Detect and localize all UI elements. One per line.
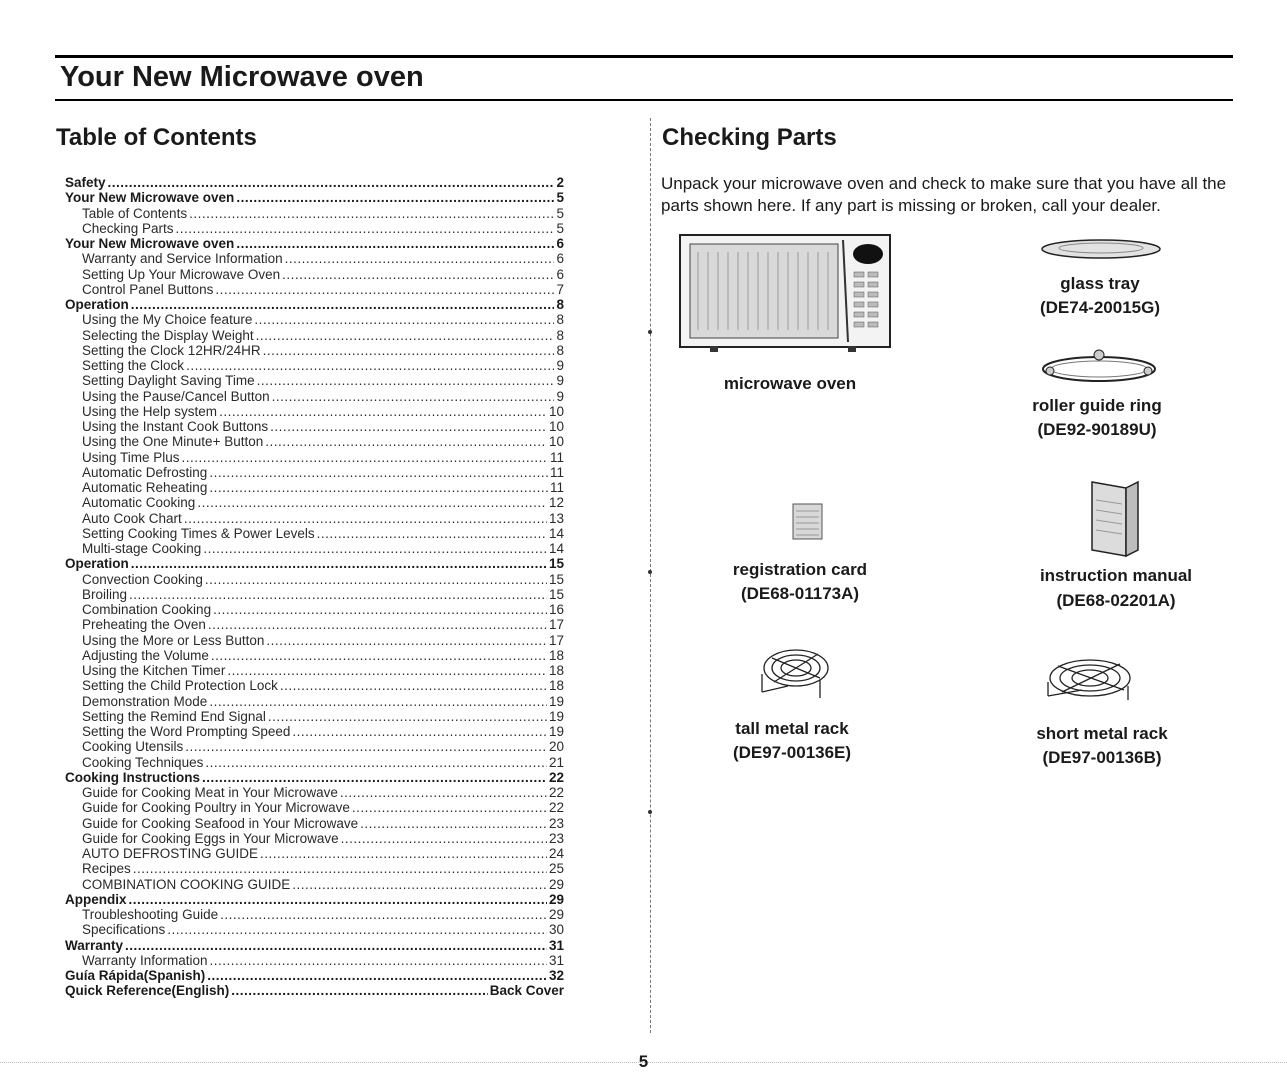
toc-entry [65, 922, 564, 937]
toc-entry [65, 358, 564, 373]
toc-dot-leader [256, 328, 555, 343]
toc-entry [65, 846, 564, 861]
toc-entry-page: 23 [548, 815, 564, 831]
toc-entry-page: 29 [548, 907, 564, 922]
toc-dot-leader [280, 678, 547, 693]
toc-entry-page: 17 [548, 632, 564, 648]
toc-dot-leader [182, 450, 548, 465]
toc-entry [65, 404, 564, 419]
toc-entry [65, 938, 564, 953]
toc-entry-title: Setting the Remind End Signal [82, 708, 266, 724]
toc-entry-title: COMBINATION COOKING GUIDE [82, 876, 291, 892]
toc-entry-title: Setting the Clock [82, 358, 185, 373]
toc-entry [65, 312, 564, 327]
glass-tray-illustration [1040, 238, 1162, 260]
toc-entry-page: 24 [548, 846, 564, 861]
toc-entry [65, 389, 564, 404]
toc-entry-page: 18 [548, 678, 564, 694]
toc-entry-page: 31 [548, 952, 564, 968]
toc-entry-page: 12 [548, 495, 564, 511]
toc-dot-leader [131, 556, 547, 571]
toc-entry-page: 15 [548, 556, 564, 572]
toc-entry-title: Automatic Cooking [82, 495, 196, 511]
toc-dot-leader [209, 480, 548, 495]
toc-entry-title: Using the Help system [82, 403, 218, 419]
checking-parts-intro: Unpack your microwave oven and check to make sure that you have all the parts shown here. If any part is missing or broken, call your dealer. [661, 174, 1227, 215]
toc-entry-page: 2 [556, 175, 564, 190]
toc-dot-leader [208, 617, 547, 632]
toc-entry [65, 633, 564, 648]
toc-entry-page: 30 [548, 922, 564, 938]
toc-entry-page: 18 [548, 663, 564, 678]
toc-entry-title: Guide for Cooking Eggs in Your Microwave [82, 830, 339, 846]
toc-entry-page: 15 [548, 586, 564, 602]
toc-entry [65, 587, 564, 602]
toc-entry [65, 983, 564, 998]
toc-dot-leader [197, 495, 547, 510]
toc-entry-page: 5 [556, 205, 564, 221]
toc-dot-leader [205, 572, 547, 587]
toc-dot-leader [220, 907, 547, 922]
toc-dot-leader [254, 312, 554, 327]
toc-entry-title: Broiling [82, 586, 128, 602]
toc-entry-page: 29 [548, 891, 564, 907]
toc-entry [65, 770, 564, 785]
toc-entry-page: 8 [556, 297, 564, 312]
toc-entry-title: Auto Cook Chart [82, 510, 182, 526]
part-code-glass-tray: (DE74-20015G) [1039, 298, 1160, 317]
toc-entry [65, 602, 564, 617]
toc-entry-page: 19 [548, 708, 564, 724]
toc-entry-page: 8 [556, 312, 564, 328]
toc-entry [65, 861, 564, 876]
toc-dot-leader [213, 602, 547, 617]
microwave-oven-illustration [678, 232, 893, 357]
header-top-rule [55, 55, 1233, 58]
toc-dot-leader [266, 633, 547, 648]
toc-dot-leader [209, 465, 548, 480]
toc-entry-title: Appendix [65, 891, 127, 907]
toc-dot-leader [131, 297, 555, 312]
toc-dot-leader [231, 983, 487, 998]
toc-entry-title: Convection Cooking [82, 571, 203, 587]
toc-entry-page: 18 [548, 647, 564, 663]
column-divider [650, 118, 651, 1033]
toc-entry [65, 709, 564, 724]
toc-entry-page: 10 [548, 419, 564, 434]
toc-entry [65, 251, 564, 266]
toc-entry-page: 11 [549, 449, 564, 465]
toc-entry-page: 14 [548, 525, 564, 541]
toc-dot-leader [260, 846, 547, 861]
toc-dot-leader [167, 922, 547, 937]
toc-dot-leader [340, 785, 547, 800]
toc-entry [65, 465, 564, 480]
toc-entry-title: Automatic Reheating [82, 480, 208, 495]
toc-dot-leader [317, 526, 547, 541]
toc-entry-title: Selecting the Display Weight [82, 327, 254, 343]
part-code-roller-guide-ring: (DE92-90189U) [1037, 420, 1157, 439]
toc-entry-page: 6 [556, 236, 564, 251]
roller-guide-ring-illustration [1038, 345, 1160, 387]
toc-entry-title: Guía Rápida(Spanish) [65, 968, 206, 983]
toc-dot-leader [133, 861, 547, 876]
toc-entry-page: 10 [548, 434, 564, 450]
part-label-microwave-oven: microwave oven [723, 374, 857, 393]
toc-entry-title: AUTO DEFROSTING GUIDE [82, 846, 259, 861]
divider-dot [648, 810, 652, 814]
page-header-title: Your New Microwave oven [60, 61, 424, 93]
toc-entry [65, 724, 564, 739]
toc-dot-leader [227, 663, 547, 678]
toc-entry-title: Multi-stage Cooking [82, 541, 202, 556]
toc-entry-title: Cooking Instructions [65, 769, 200, 785]
toc-entry [65, 236, 564, 251]
toc-entry-page: 5 [556, 190, 564, 206]
toc-entry [65, 541, 564, 556]
part-label-registration-card: registration card [732, 560, 868, 579]
toc-entry-page: 5 [556, 220, 564, 236]
part-label-tall-metal-rack: tall metal rack [735, 719, 849, 738]
tall-metal-rack-illustration [758, 648, 830, 700]
toc-entry-page: 19 [548, 724, 564, 739]
toc-entry [65, 648, 564, 663]
toc-entry [65, 526, 564, 541]
toc-entry-page: 14 [548, 541, 564, 556]
toc-list [65, 175, 564, 999]
toc-entry-page: 8 [556, 342, 564, 358]
part-label-instruction-manual: instruction manual [1039, 566, 1193, 585]
part-label-glass-tray: glass tray [1060, 274, 1140, 293]
part-code-tall-metal-rack: (DE97-00136E) [732, 743, 852, 762]
toc-entry-title: Setting the Child Protection Lock [82, 678, 278, 694]
toc-entry-page: 11 [549, 464, 564, 480]
toc-dot-leader [236, 190, 554, 205]
toc-entry-title: Operation [65, 297, 129, 312]
divider-dot [648, 330, 652, 334]
toc-entry-title: Guide for Cooking Seafood in Your Microwave [82, 815, 359, 831]
toc-entry-title: Setting the Clock 12HR/24HR [82, 342, 261, 358]
toc-entry-page: 6 [556, 266, 564, 282]
toc-entry [65, 434, 564, 449]
toc-dot-leader [189, 206, 554, 221]
toc-entry-page: 13 [548, 510, 564, 526]
toc-entry-page: 10 [548, 403, 564, 419]
toc-entry [65, 907, 564, 922]
toc-entry-title: Automatic Defrosting [82, 464, 208, 480]
part-code-short-metal-rack: (DE97-00136B) [1042, 748, 1162, 767]
toc-entry-title: Operation [65, 556, 129, 572]
toc-entry-title: Quick Reference(English) [65, 983, 230, 999]
instruction-manual-illustration [1088, 480, 1140, 560]
toc-entry-page: 11 [549, 480, 564, 495]
toc-dot-leader [268, 709, 547, 724]
toc-entry-title: Guide for Cooking Poultry in Your Microwave [82, 800, 350, 816]
toc-entry-title: Warranty Information [82, 952, 208, 968]
toc-entry-page: 9 [556, 388, 564, 404]
toc-entry-title: Cooking Utensils [82, 739, 184, 755]
toc-entry-title: Specifications [82, 922, 166, 938]
toc-dot-leader [236, 236, 554, 251]
toc-entry-title: Using the My Choice feature [82, 312, 253, 328]
toc-entry [65, 800, 564, 815]
toc-entry [65, 328, 564, 343]
toc-dot-leader [129, 892, 547, 907]
toc-entry-title: Your New Microwave oven [65, 190, 235, 206]
toc-entry-title: Safety [65, 175, 106, 190]
toc-entry-page: 20 [548, 739, 564, 755]
toc-entry-page: 6 [556, 251, 564, 267]
toc-entry [65, 267, 564, 282]
toc-entry [65, 343, 564, 358]
toc-dot-leader [185, 739, 547, 754]
toc-entry [65, 755, 564, 770]
toc-entry-title: Checking Parts [82, 220, 174, 236]
toc-entry-title: Setting Daylight Saving Time [82, 373, 255, 389]
toc-entry-title: Adjusting the Volume [82, 647, 209, 663]
toc-entry-page: 19 [548, 693, 564, 709]
toc-entry-page: 9 [556, 373, 564, 389]
toc-entry-title: Setting the Word Prompting Speed [82, 724, 291, 739]
toc-entry-title: Combination Cooking [82, 602, 212, 617]
toc-entry-title: Warranty [65, 937, 124, 953]
toc-entry-title: Guide for Cooking Meat in Your Microwave [82, 785, 338, 800]
toc-entry-title: Control Panel Buttons [82, 281, 214, 297]
toc-dot-leader [184, 511, 547, 526]
toc-entry [65, 739, 564, 754]
short-metal-rack-illustration [1042, 658, 1134, 704]
toc-entry-page: 22 [548, 785, 564, 800]
toc-entry-title: Demonstration Mode [82, 693, 208, 709]
toc-entry [65, 282, 564, 297]
toc-entry-title: Using the Kitchen Timer [82, 663, 226, 678]
toc-entry [65, 419, 564, 434]
toc-entry [65, 816, 564, 831]
toc-entry [65, 480, 564, 495]
toc-entry [65, 678, 564, 693]
toc-entry [65, 556, 564, 571]
toc-dot-leader [129, 587, 547, 602]
toc-entry-title: Using the Instant Cook Buttons [82, 419, 269, 434]
toc-entry [65, 221, 564, 236]
toc-entry [65, 297, 564, 312]
registration-card-illustration [792, 503, 823, 540]
toc-dot-leader [257, 373, 555, 388]
header-bottom-rule [55, 99, 1233, 101]
toc-entry [65, 892, 564, 907]
toc-entry-page: 15 [548, 571, 564, 587]
toc-entry [65, 831, 564, 846]
page-number: 5 [638, 1052, 649, 1071]
toc-dot-leader [285, 251, 555, 266]
toc-entry-title: Troubleshooting Guide [82, 907, 219, 922]
toc-entry [65, 450, 564, 465]
toc-dot-leader [292, 877, 547, 892]
divider-dot [648, 570, 652, 574]
part-code-registration-card: (DE68-01173A) [740, 584, 860, 603]
toc-dot-leader [203, 541, 547, 556]
toc-entry [65, 190, 564, 205]
toc-entry [65, 495, 564, 510]
toc-dot-leader [211, 648, 547, 663]
toc-entry [65, 785, 564, 800]
toc-dot-leader [341, 831, 547, 846]
toc-entry [65, 694, 564, 709]
toc-entry [65, 877, 564, 892]
toc-entry [65, 953, 564, 968]
toc-entry [65, 617, 564, 632]
toc-dot-leader [207, 968, 547, 983]
part-label-short-metal-rack: short metal rack [1036, 724, 1168, 743]
toc-dot-leader [176, 221, 555, 236]
toc-entry-title: Warranty and Service Information [82, 251, 283, 267]
toc-entry-page: 22 [548, 769, 564, 785]
toc-entry [65, 175, 564, 190]
checking-parts-heading: Checking Parts [662, 124, 837, 151]
toc-entry-title: Using Time Plus [82, 449, 180, 465]
toc-entry-title: Preheating the Oven [82, 617, 206, 633]
part-code-instruction-manual: (DE68-02201A) [1056, 591, 1176, 610]
toc-entry-page: 32 [548, 968, 564, 983]
toc-entry-title: Setting Up Your Microwave Oven [82, 266, 281, 282]
toc-entry-title: Using the Pause/Cancel Button [82, 388, 270, 404]
toc-entry-page: 31 [548, 937, 564, 953]
toc-entry-page: 9 [556, 358, 564, 373]
toc-entry-page: 23 [548, 830, 564, 846]
toc-dot-leader [215, 282, 554, 297]
toc-entry-page: 16 [548, 602, 564, 617]
toc-entry-title: Table of Contents [82, 205, 188, 221]
toc-entry-page: 25 [548, 861, 564, 877]
toc-dot-leader [272, 389, 555, 404]
toc-dot-leader [360, 816, 547, 831]
toc-entry [65, 572, 564, 587]
toc-entry-page: 7 [556, 281, 564, 297]
toc-dot-leader [210, 953, 547, 968]
toc-dot-leader [219, 404, 547, 419]
toc-dot-leader [352, 800, 547, 815]
toc-dot-leader [209, 694, 547, 709]
toc-entry-page: 21 [548, 754, 564, 770]
toc-dot-leader [202, 770, 547, 785]
toc-entry-title: Setting Cooking Times & Power Levels [82, 525, 315, 541]
toc-entry-title: Cooking Techniques [82, 754, 204, 770]
toc-entry-page: Back Cover [489, 983, 564, 999]
toc-entry-title: Using the More or Less Button [82, 632, 265, 648]
toc-entry-page: 17 [548, 617, 564, 633]
toc-dot-leader [292, 724, 547, 739]
toc-entry [65, 206, 564, 221]
toc-entry [65, 373, 564, 388]
toc-entry-page: 29 [548, 876, 564, 892]
toc-dot-leader [270, 419, 547, 434]
toc-entry-title: Your New Microwave oven [65, 236, 235, 251]
toc-dot-leader [108, 175, 555, 190]
toc-entry [65, 663, 564, 678]
toc-entry-title: Using the One Minute+ Button [82, 434, 264, 450]
toc-entry [65, 968, 564, 983]
toc-dot-leader [125, 938, 547, 953]
toc-dot-leader [263, 343, 555, 358]
toc-dot-leader [282, 267, 554, 282]
toc-entry-title: Recipes [82, 861, 131, 877]
toc-dot-leader [205, 755, 547, 770]
toc-entry [65, 511, 564, 526]
part-label-roller-guide-ring: roller guide ring [1032, 396, 1162, 415]
toc-dot-leader [265, 434, 547, 449]
toc-entry-page: 8 [556, 327, 564, 343]
toc-heading: Table of Contents [56, 124, 257, 151]
toc-entry-page: 22 [548, 800, 564, 816]
toc-dot-leader [186, 358, 554, 373]
